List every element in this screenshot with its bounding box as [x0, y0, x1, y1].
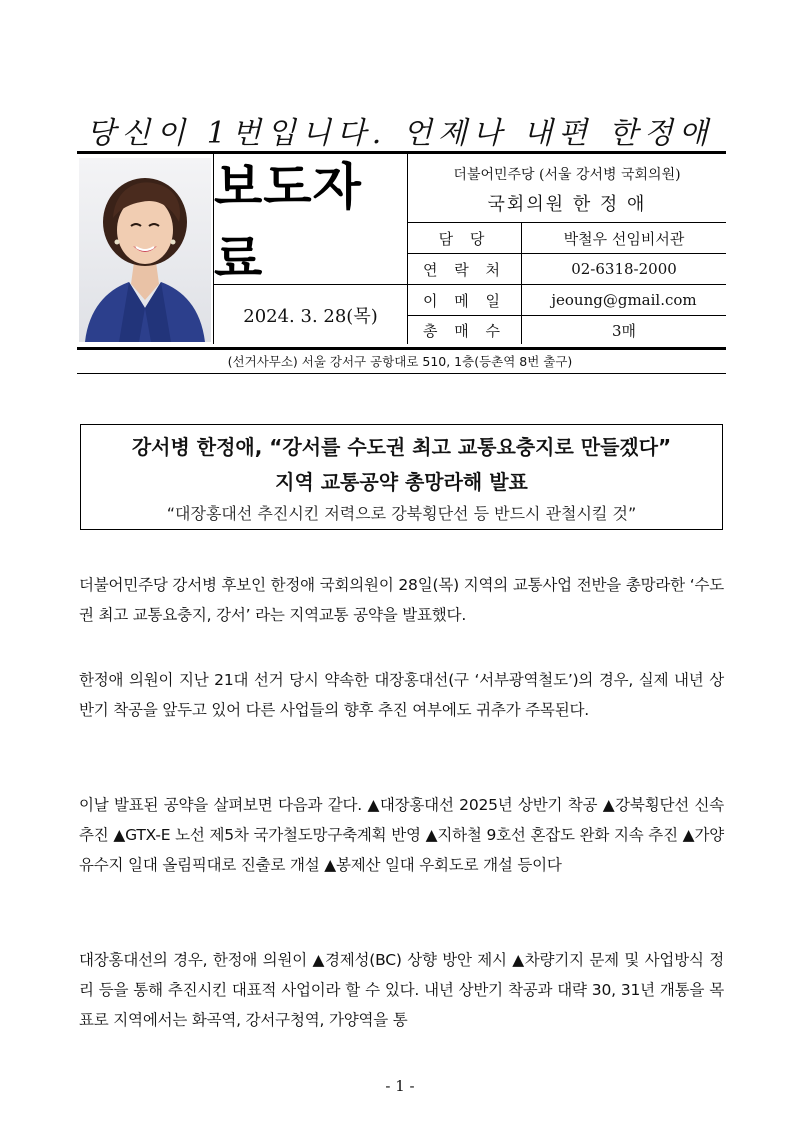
release-date: 2024. 3. 28(목) — [214, 285, 408, 344]
campaign-slogan: 당신이 1번입니다. 언제나 내편 한정애 — [86, 116, 714, 151]
contact-row-phone — [408, 254, 726, 285]
contact-row-manager — [408, 223, 726, 254]
contact-row-email — [408, 285, 726, 316]
contact-row-pages — [408, 316, 726, 344]
contact-label: 이 메 일 — [408, 285, 522, 315]
body-paragraph: 이날 발표된 공약을 살펴보면 다음과 같다. ▲대장홍대선 2025년 상반기 착공 ▲강북횡단선 신속 추진 ▲GTX-E 노선 제5차 국가철도망구축계획 반영 ▲지하철 9호선 혼잡도 완화 지속 추진 ▲가양유수지 일대 올림픽대로 진출로 개설 ▲봉제산 일대 우회도로 개설 등이다 — [79, 796, 724, 874]
contact-value: 02-6318-2000 — [571, 260, 677, 278]
portrait-photo-icon — [77, 154, 214, 344]
contact-label: 담 당 — [408, 223, 522, 253]
portrait-photo-drawing — [79, 158, 211, 342]
organization-cell — [408, 154, 726, 223]
party-affiliation: 더불어민주당 (서울 강서병 국회의원) — [453, 167, 681, 183]
title-cell — [214, 154, 408, 288]
body-paragraph: 대장홍대선의 경우, 한정애 의원이 ▲경제성(BC) 상향 방안 제시 ▲차량기지 문제 및 사업방식 정리 등을 통해 추진시킨 대표적 사업이라 할 수 있다. 내년 상반기 착공과 대략 30, 31년 개통을 목표로 지역에서는 화곡역, 강서구청역, 가양역을 통 — [79, 951, 724, 1029]
contact-label: 연 락 처 — [408, 254, 522, 284]
contact-value: jeoung@gmail.com — [551, 291, 697, 309]
headline-main: 강서병 한정애, “강서를 수도권 최고 교통요충지로 만들겠다” — [131, 435, 672, 459]
headline-box — [80, 424, 723, 530]
document-title: 보도자료 — [214, 158, 362, 288]
headline-sub: 지역 교통공약 총망라해 발표 — [275, 470, 528, 494]
page-number: - 1 - — [385, 1077, 415, 1095]
contact-label: 총 매 수 — [408, 316, 522, 344]
body-paragraph: 더불어민주당 강서병 후보인 한정애 국회의원이 28일(목) 지역의 교통사업 전반을 총망라한 ‘수도권 최고 교통요충지, 강서’ 라는 지역교통 공약을 발표했다. — [79, 576, 724, 624]
member-name: 국회의원 한 정 애 — [487, 194, 647, 215]
body-paragraph: 한정애 의원이 지난 21대 선거 당시 약속한 대장홍대선(구 ‘서부광역철도’)의 경우, 실제 내년 상반기 착공을 앞두고 있어 다른 사업들의 향후 추진 여부에도 귀추가 주목된다. — [79, 671, 724, 719]
office-address: (선거사무소) 서울 강서구 공항대로 510, 1층(등촌역 8번 출구) — [227, 354, 573, 369]
headline-quote: “대장홍대선 추진시킨 저력으로 강북횡단선 등 반드시 관철시킬 것” — [166, 504, 637, 523]
contact-value: 3매 — [611, 321, 637, 340]
contact-value: 박철우 선임비서관 — [563, 229, 685, 248]
address-divider — [77, 373, 726, 374]
press-header-table — [77, 151, 726, 350]
